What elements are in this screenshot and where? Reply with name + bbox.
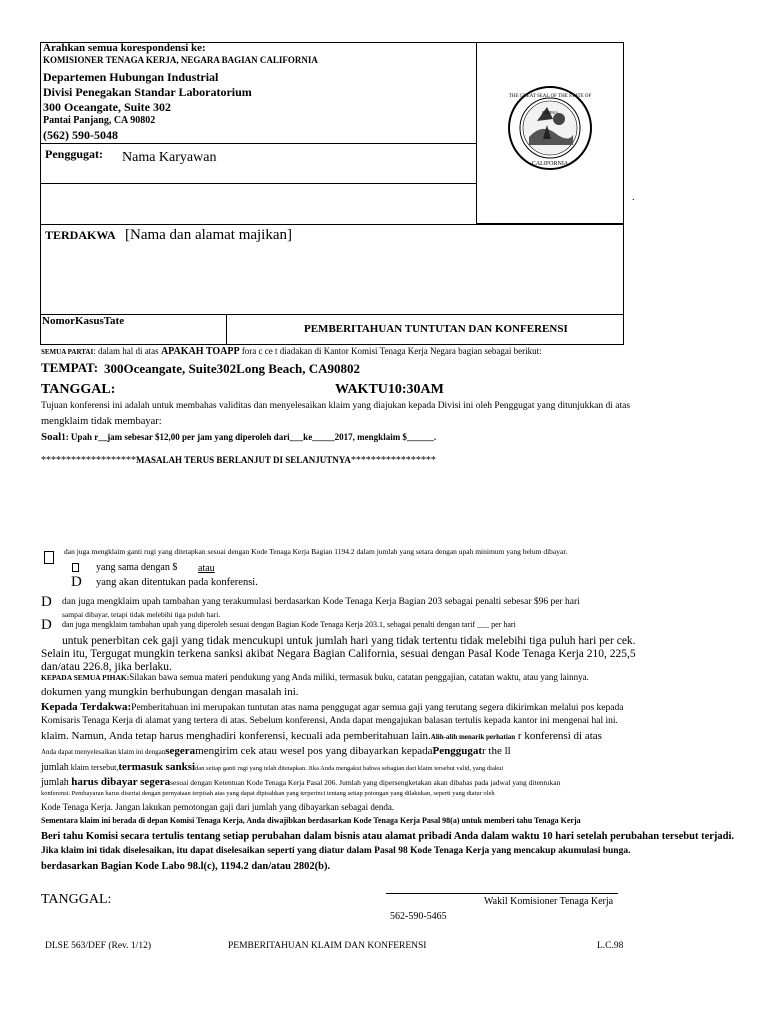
parties-line <box>41 346 542 357</box>
header-line5: 300 Oceangate, Suite 302 <box>43 100 171 114</box>
seal-top-text: THE GREAT SEAL OF THE STATE OF <box>508 94 592 99</box>
defendant-para-6 <box>41 776 560 788</box>
defendant-value: [Nama dan alamat majikan] <box>125 227 293 243</box>
parties-rest: fora c ce t diadakan di Kantor Komisi Tenaga Kerja Negara bagian sebagai berikut: <box>241 346 542 356</box>
defendant-para-5d: dan setiap ganti rugi yang telah ditetapkan. Jika Anda mengakui bahwa sebagian dari klaim tersebut valid, yang diakui <box>195 765 504 772</box>
time-label: WAKTU10:30AM <box>335 382 444 397</box>
defendant-para-4a: Anda dapat menyelesaikan klaim ini dengan <box>41 748 166 756</box>
bold-notice-2: Beri tahu Komisi secara tertulis tentang setiap perubahan dalam bisnis atau alamat pribadi Anda dalam waktu 10 hari setelah perubahan tersebut terjadi. <box>41 831 735 842</box>
defendant-para-4d: Penggugat <box>432 745 482 757</box>
defendant-para-5c: termasuk sanksi <box>118 761 196 773</box>
place-value: 300Oceangate, Suite302Long Beach, CA90802 <box>104 361 361 376</box>
parties-text: : dalam hal di atas <box>93 346 159 356</box>
defendant-para-8: Kode Tenaga Kerja. Jangan lakukan pemotongan gaji dari jumlah yang dibayarkan sebagai denda. <box>41 802 395 812</box>
header-line1: Arahkan semua korespondensi ke: <box>43 42 206 54</box>
bold-notice-4: berdasarkan Bagian Kode Labo 98.l(c), 1194.2 dan/atau 2802(b). <box>41 861 331 872</box>
defendant-para-4c: mengirim cek atau wesel pos yang dibayarkan kepada <box>195 745 433 757</box>
footer-form-id: DLSE 563/DEF (Rev. 1/12) <box>45 941 151 951</box>
claim-1194: dan juga mengklaim ganti rugi yang ditetapkan sesuai dengan Kode Tenaga Kerja Bagian 1194.2 dalam jumlah yang setara dengan upah minimum yang belum dibayar. <box>64 547 568 556</box>
defendant-para-3 <box>41 730 602 742</box>
purpose-text: Tujuan konferensi ini adalah untuk membahas validitas dan menyelesaikan klaim yang diajukan kepada Divisi ini oleh Penggugat yang ditunjukkan di atas <box>41 401 631 411</box>
stars-line <box>41 455 436 466</box>
signature-date-label: TANGGAL: <box>41 892 112 907</box>
defendant-para-5b: klaim tersebut, <box>68 763 119 772</box>
defendant-para-2: Komisaris Tenaga Kerja di alamat yang tertera di atas. Sebelum konferensi, Anda dapat mengajukan balasan tertulis kepada kantor ini mengenai hal ini. <box>41 716 618 726</box>
all-parties-text2: dokumen yang mungkin berhubungan dengan masalah ini. <box>41 686 299 698</box>
wage-line <box>41 431 436 443</box>
footer-form-title: PEMBERITAHUAN KLAIM DAN KONFERENSI <box>228 941 427 951</box>
stray-dot: . <box>632 192 635 203</box>
parties-bold: APAKAH TOAPP <box>160 346 240 357</box>
stars-mid: MASALAH TERUS BERLANJUT DI SELANJUTNYA <box>136 455 351 465</box>
d-marker-3: D <box>41 617 52 633</box>
defendant-para-1 <box>41 701 623 713</box>
bold-notice-3: Jika klaim ini tidak diselesaikan, itu dapat diselesaikan seperti yang diatur dalam Pasal 98 Kode Tenaga Kerja yang mencakup akumulasi bunga. <box>41 846 631 856</box>
defendant-para-4e: r the ll <box>481 745 511 757</box>
header-line2: KOMISIONER TENAGA KERJA, NEGARA BAGIAN CALIFORNIA <box>43 55 318 65</box>
defendant-para-4 <box>41 745 511 757</box>
checkbox-equal-amount[interactable] <box>72 563 79 572</box>
or-text: atau <box>198 563 215 574</box>
stars-right: ***************** <box>350 455 436 466</box>
defendant-para-3c: r konferensi di atas <box>517 730 602 742</box>
seal-bottom-text: CALIFORNIA <box>531 161 569 167</box>
d-marker-2: D <box>41 594 52 610</box>
wage-text: 1: Upah r__jam sebesar $12,00 per jam yang diperoleh dari___ke_____2017, mengklaim $______. <box>61 432 437 442</box>
defendant-label: TERDAKWA <box>45 228 116 242</box>
defendant-para-text: Pemberitahuan ini merupakan tuntutan atas nama penggugat agar semua gaji yang terutang segera dikirimkan melalui pos kepada <box>131 703 624 713</box>
to-be-determined: yang akan ditentukan pada konferensi. <box>96 577 258 588</box>
defendant-para-6a: jumlah <box>41 777 69 788</box>
bold-notice-1: Sementara klaim ini berada di depan Komisi Tenaga Kerja, Anda diwajibkan berdasarkan Kode Tenaga Kerja Pasal 98(a) untuk memberi tahu Tenaga Kerja <box>41 816 581 825</box>
signature-phone: 562-590-5465 <box>390 911 447 922</box>
header-line7: (562) 590-5048 <box>43 128 118 142</box>
defendant-para-5a: jumlah <box>41 762 69 773</box>
seal-motto: EUREKA <box>541 110 559 115</box>
california-seal-icon <box>507 85 593 171</box>
penalties: Selain itu, Tergugat mungkin terkena sanksi akibat Negara Bagian California, sesuai dengan Pasal Kode Tenaga Kerja 210, 225,5 <box>41 648 636 660</box>
checkbox-1194[interactable] <box>44 551 54 564</box>
plaintiff-label: Penggugat: <box>45 147 103 161</box>
all-parties-text: Silakan bawa semua materi pendukung yang Anda miliki, termasuk buku, catatan penggajian, catatan waktu, atau yang lainnya. <box>129 672 589 682</box>
signature-rep-label: Wakil Komisioner Tenaga Kerja <box>484 896 614 907</box>
defendant-para-label: Kepada Terdakwa: <box>41 701 132 713</box>
defendant-para-3b: Alih-alih menarik perhatian <box>430 733 516 741</box>
claim-203b: sampai dibayar, tetapi tidak melebihi tiga puluh hari. <box>62 610 221 619</box>
equal-amount: yang sama dengan $ <box>96 562 178 573</box>
header-line3: Departemen Hubungan Industrial <box>43 70 219 84</box>
defendant-para-7: konferensi. Pembayaran harus disertai dengan pernyataan terpisah atas yang dapat dipisahkan yang terperinci tentang setiap potongan yang dilakukan, seperti yang diatur oleh <box>41 790 495 797</box>
date-label: TANGGAL: <box>41 382 116 397</box>
penalties2: dan/atau 226.8, jika berlaku. <box>41 661 172 673</box>
claim-2031b: untuk penerbitan cek gaji yang tidak mencukupi untuk jumlah hari yang tidak tertentu tidak melebihi tiga puluh hari per cek. <box>62 635 636 647</box>
claim-203: dan juga mengklaim upah tambahan yang terakumulasi berdasarkan Kode Tenaga Kerja Bagian 203 sebagai penalti sebesar $96 per hari <box>62 597 580 607</box>
wage-prefix: Soal <box>41 431 62 443</box>
claim-2031: dan juga mengklaim tambahan upah yang diperoleh sesuai dengan Bagian Kode Tenaga Kerja 203.1, sebagai penalti dengan tarif ___ per hari <box>62 620 516 629</box>
place-label: TEMPAT: <box>41 360 99 375</box>
plaintiff-box <box>40 143 477 225</box>
parties-prefix: SEMUA PARTAI <box>41 348 94 356</box>
header-line6: Pantai Panjang, CA 90802 <box>43 115 156 126</box>
d-marker-1: D <box>71 574 82 590</box>
case-title: PEMBERITAHUAN TUNTUTAN DAN KONFERENSI <box>304 323 568 335</box>
defendant-para-6c: sesuai dengan Ketentuan Kode Tenaga Kerja Pasal 206. Jumlah yang dipersengketakan akan dibahas pada jadwal yang ditentukan <box>170 778 561 787</box>
footer-code: L.C.98 <box>597 941 624 951</box>
defendant-para-4b: segera <box>165 745 196 757</box>
header-line4: Divisi Penegakan Standar Laboratorium <box>43 85 252 99</box>
all-parties-label: KEPADA SEMUA PIHAK: <box>41 673 130 682</box>
plaintiff-value: Nama Karyawan <box>122 150 217 165</box>
purpose-text2: mengklaim tidak membayar: <box>41 416 162 427</box>
defendant-para-5 <box>41 761 503 773</box>
defendant-para-3a: klaim. Namun, Anda tetap harus menghadiri konferensi, kecuali ada pemberitahuan lain. <box>41 730 431 742</box>
case-number-label: NomorKasusTate <box>42 315 125 327</box>
all-parties-line <box>41 672 589 682</box>
stars-left: ******************* <box>41 455 136 466</box>
signature-line <box>386 893 618 894</box>
defendant-para-6b: harus dibayar segera <box>71 776 171 788</box>
